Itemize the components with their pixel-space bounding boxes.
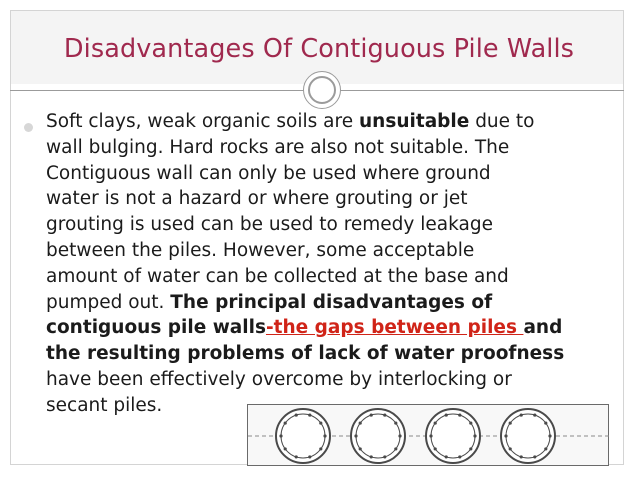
rebar-dot	[319, 421, 322, 424]
text-run: Soft clays, weak organic soils are	[46, 111, 359, 132]
rebar-dot	[434, 447, 437, 450]
rebar-dot	[469, 447, 472, 450]
rebar-dot	[544, 421, 547, 424]
rebar-dot	[284, 421, 287, 424]
text-run: The principal disadvantages of	[170, 291, 493, 313]
divider-circle-ornament	[303, 71, 341, 109]
rebar-dot	[445, 455, 448, 458]
text-run: secant piles.	[46, 394, 163, 416]
text-run: due to	[469, 111, 535, 132]
body-line	[46, 290, 626, 316]
rebar-dot	[544, 447, 547, 450]
rebar-dot	[319, 447, 322, 450]
rebar-dot	[509, 447, 512, 450]
piles-plan-view-svg	[248, 405, 610, 467]
pile-outer-circle	[351, 409, 405, 463]
rebar-dot	[370, 413, 373, 416]
highlighted-text: -the gaps between piles	[265, 317, 524, 339]
text-run: have been effectively overcome by interlocking or	[46, 368, 512, 390]
rebar-dot	[359, 421, 362, 424]
text-run: between the piles. However, some acceptable	[46, 239, 475, 261]
body-line	[46, 109, 626, 135]
rebar-dot	[533, 413, 536, 416]
rebar-dot	[509, 421, 512, 424]
rebar-dot	[308, 413, 311, 416]
text-run: Contiguous wall can only be used where ground	[46, 162, 491, 184]
body-line	[46, 264, 626, 290]
rebar-dot	[520, 413, 523, 416]
rebar-dot	[533, 455, 536, 458]
body-line	[46, 135, 626, 161]
rebar-dot	[323, 434, 326, 437]
text-run: the resulting problems of lack of water proofness	[46, 343, 565, 365]
body-line	[46, 161, 626, 187]
text-run: grouting is used can be used to remedy leakage	[46, 214, 493, 236]
text-run: water is not a hazard or where grouting or jet	[46, 188, 468, 210]
rebar-dot	[394, 447, 397, 450]
rebar-dot	[394, 421, 397, 424]
rebar-dot	[445, 413, 448, 416]
body-line	[46, 341, 626, 367]
text-run: and	[523, 317, 563, 339]
rebar-dot	[469, 421, 472, 424]
rebar-dot	[308, 455, 311, 458]
rebar-dot	[520, 455, 523, 458]
text-run: pumped out.	[46, 291, 171, 313]
contiguous-piles-diagram	[247, 404, 609, 466]
text-run: wall bulging. Hard rocks are also not suitable. The	[46, 136, 510, 158]
pile-outer-circle	[276, 409, 330, 463]
rebar-dot	[284, 447, 287, 450]
text-run: amount of water can be collected at the base and	[46, 265, 509, 287]
rebar-dot	[458, 455, 461, 458]
bullet-dot	[24, 123, 33, 132]
rebar-dot	[434, 421, 437, 424]
body-line	[46, 315, 626, 341]
pile-outer-circle	[501, 409, 555, 463]
rebar-dot	[354, 434, 357, 437]
rebar-dot	[295, 413, 298, 416]
body-line	[46, 212, 626, 238]
text-run: contiguous pile walls	[46, 317, 266, 339]
rebar-dot	[473, 434, 476, 437]
rebar-dot	[295, 455, 298, 458]
body-line	[46, 186, 626, 212]
rebar-dot	[383, 455, 386, 458]
body-line	[46, 238, 626, 264]
rebar-dot	[458, 413, 461, 416]
rebar-dot	[370, 455, 373, 458]
text-run: unsuitable	[358, 111, 470, 132]
rebar-dot	[504, 434, 507, 437]
rebar-dot	[398, 434, 401, 437]
rebar-dot	[279, 434, 282, 437]
rebar-dot	[383, 413, 386, 416]
body-line	[46, 367, 626, 393]
body-paragraph	[46, 109, 626, 419]
slide-title: Disadvantages Of Contiguous Pile Walls	[63, 34, 575, 64]
rebar-dot	[548, 434, 551, 437]
rebar-dot	[359, 447, 362, 450]
pile-outer-circle	[426, 409, 480, 463]
rebar-dot	[429, 434, 432, 437]
